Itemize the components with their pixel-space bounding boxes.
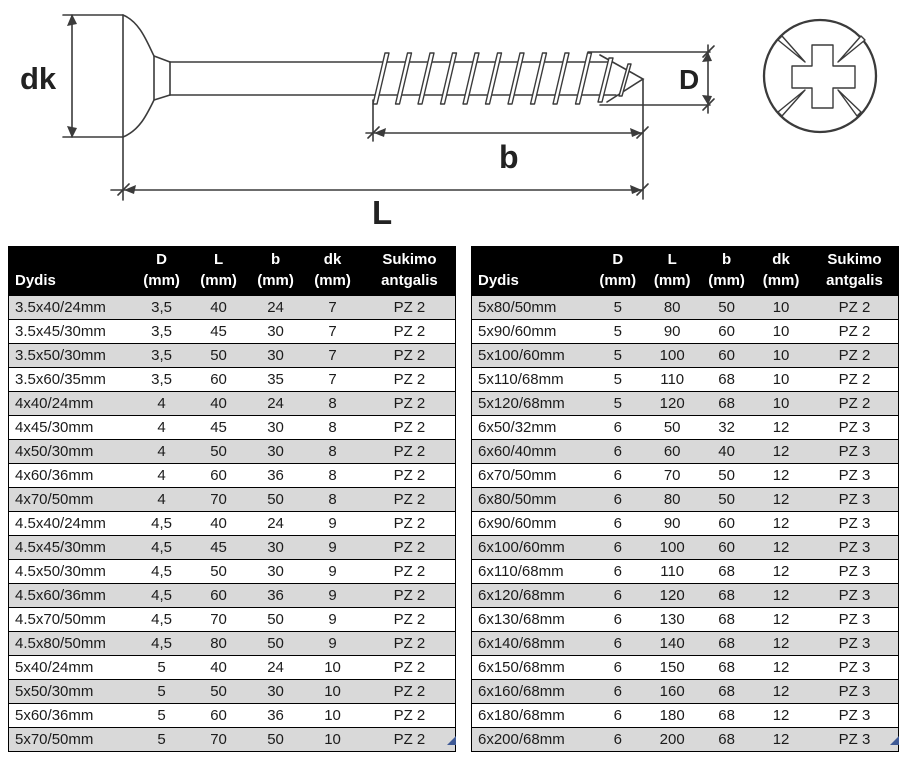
col-header-dydis: Dydis — [9, 247, 136, 296]
table-row — [472, 608, 899, 632]
dk-cell: 12 — [751, 536, 811, 560]
b-cell: 60 — [702, 320, 751, 344]
dk-cell: 12 — [751, 608, 811, 632]
table-row — [472, 440, 899, 464]
table-row — [9, 584, 456, 608]
b-cell: 30 — [250, 440, 301, 464]
b-cell: 68 — [702, 632, 751, 656]
table-row — [9, 608, 456, 632]
b-cell: 50 — [250, 488, 301, 512]
dk-cell: 8 — [301, 488, 364, 512]
table-row — [472, 392, 899, 416]
size-cell: 6x120/68mm — [472, 584, 594, 608]
dk-cell: 12 — [751, 440, 811, 464]
d-cell: 6 — [593, 416, 642, 440]
drive-cell: PZ 2 — [364, 416, 456, 440]
dk-cell: 7 — [301, 344, 364, 368]
d-cell: 5 — [593, 344, 642, 368]
b-dimension — [366, 79, 648, 199]
drive-cell: PZ 3 — [811, 416, 899, 440]
b-cell: 24 — [250, 392, 301, 416]
l-cell: 80 — [187, 632, 250, 656]
table-row — [9, 560, 456, 584]
size-cell: 6x70/50mm — [472, 464, 594, 488]
drive-cell: PZ 3 — [811, 608, 899, 632]
dk-cell: 12 — [751, 416, 811, 440]
drive-cell: PZ 3 — [811, 728, 899, 752]
dk-cell: 10 — [751, 344, 811, 368]
size-cell: 4.5x50/30mm — [9, 560, 136, 584]
drive-cell: PZ 3 — [811, 680, 899, 704]
drive-cell: PZ 3 — [811, 488, 899, 512]
table-row — [9, 536, 456, 560]
b-cell: 50 — [250, 608, 301, 632]
drive-cell: PZ 2 — [364, 584, 456, 608]
header-row — [9, 247, 456, 296]
dk-cell: 9 — [301, 608, 364, 632]
d-cell: 6 — [593, 656, 642, 680]
dk-cell: 10 — [301, 728, 364, 752]
size-cell: 5x120/68mm — [472, 392, 594, 416]
excel-corner-handle — [447, 736, 456, 745]
b-cell: 30 — [250, 320, 301, 344]
b-cell: 50 — [702, 464, 751, 488]
dk-cell: 10 — [301, 680, 364, 704]
d-cell: 3,5 — [136, 344, 187, 368]
table-row — [472, 488, 899, 512]
b-cell: 60 — [702, 344, 751, 368]
d-cell: 5 — [136, 680, 187, 704]
size-cell: 6x160/68mm — [472, 680, 594, 704]
d-cell: 5 — [593, 368, 642, 392]
size-cell: 6x130/68mm — [472, 608, 594, 632]
dk-cell: 8 — [301, 464, 364, 488]
size-cell: 6x110/68mm — [472, 560, 594, 584]
drive-cell: PZ 3 — [811, 464, 899, 488]
d-cell: 4,5 — [136, 608, 187, 632]
dk-cell: 8 — [301, 416, 364, 440]
dk-cell: 10 — [751, 392, 811, 416]
b-cell: 68 — [702, 608, 751, 632]
header-row — [472, 247, 899, 296]
dk-cell: 9 — [301, 512, 364, 536]
dk-cell: 12 — [751, 632, 811, 656]
b-cell: 50 — [250, 632, 301, 656]
size-cell: 6x150/68mm — [472, 656, 594, 680]
drive-cell: PZ 2 — [811, 368, 899, 392]
drive-cell: PZ 2 — [364, 560, 456, 584]
screw-technical-drawing — [0, 0, 907, 242]
col-header-dk: dk (mm) — [751, 247, 811, 296]
l-cell: 130 — [642, 608, 702, 632]
d-cell: 4 — [136, 440, 187, 464]
drive-cell: PZ 2 — [364, 344, 456, 368]
l-cell: 160 — [642, 680, 702, 704]
spec-table-right — [471, 246, 899, 752]
l-cell: 45 — [187, 536, 250, 560]
b-cell: 60 — [702, 512, 751, 536]
size-cell: 5x70/50mm — [9, 728, 136, 752]
b-cell: 24 — [250, 512, 301, 536]
l-cell: 80 — [642, 488, 702, 512]
table-row — [472, 584, 899, 608]
dk-cell: 12 — [751, 680, 811, 704]
l-cell: 60 — [187, 584, 250, 608]
l-cell: 90 — [642, 320, 702, 344]
b-cell: 68 — [702, 560, 751, 584]
b-cell: 50 — [702, 296, 751, 320]
b-cell: 68 — [702, 656, 751, 680]
b-cell: 68 — [702, 728, 751, 752]
d-cell: 4 — [136, 392, 187, 416]
l-cell: 90 — [642, 512, 702, 536]
size-cell: 6x200/68mm — [472, 728, 594, 752]
table-row — [9, 512, 456, 536]
l-cell: 45 — [187, 416, 250, 440]
drive-cell: PZ 2 — [811, 296, 899, 320]
b-cell: 68 — [702, 680, 751, 704]
drive-cell: PZ 2 — [811, 344, 899, 368]
b-cell: 30 — [250, 536, 301, 560]
l-cell: 140 — [642, 632, 702, 656]
dk-cell: 12 — [751, 584, 811, 608]
d-cell: 3,5 — [136, 296, 187, 320]
size-cell: 4.5x60/36mm — [9, 584, 136, 608]
dk-cell: 10 — [751, 320, 811, 344]
col-header-b: b (mm) — [702, 247, 751, 296]
l-cell: 180 — [642, 704, 702, 728]
drive-cell: PZ 3 — [811, 584, 899, 608]
size-cell: 3.5x50/30mm — [9, 344, 136, 368]
drive-cell: PZ 3 — [811, 512, 899, 536]
l-cell: 70 — [187, 608, 250, 632]
d-cell: 6 — [593, 728, 642, 752]
table-row — [472, 728, 899, 752]
d-cell: 5 — [593, 296, 642, 320]
b-cell: 30 — [250, 680, 301, 704]
b-cell: 36 — [250, 584, 301, 608]
d-cell: 5 — [593, 320, 642, 344]
d-cell: 6 — [593, 440, 642, 464]
table-row — [9, 656, 456, 680]
table-row — [472, 368, 899, 392]
l-cell: 80 — [642, 296, 702, 320]
dk-cell: 10 — [301, 704, 364, 728]
table-row — [9, 344, 456, 368]
l-cell: 40 — [187, 656, 250, 680]
col-header-d: D (mm) — [593, 247, 642, 296]
l-cell: 70 — [642, 464, 702, 488]
table-row — [472, 536, 899, 560]
col-header-sukimo: Sukimo antgalis — [811, 247, 899, 296]
drive-cell: PZ 2 — [364, 656, 456, 680]
table-row — [9, 440, 456, 464]
b-cell: 35 — [250, 368, 301, 392]
l-cell: 110 — [642, 560, 702, 584]
drive-cell: PZ 2 — [364, 488, 456, 512]
drive-cell: PZ 2 — [364, 608, 456, 632]
size-cell: 4.5x45/30mm — [9, 536, 136, 560]
d-cell: 6 — [593, 464, 642, 488]
col-header-dk: dk (mm) — [301, 247, 364, 296]
dk-cell: 12 — [751, 464, 811, 488]
drive-cell: PZ 2 — [364, 728, 456, 752]
d-cell: 5 — [136, 728, 187, 752]
drive-cell: PZ 2 — [811, 392, 899, 416]
table-row — [9, 464, 456, 488]
table-row — [472, 560, 899, 584]
dk-cell: 12 — [751, 728, 811, 752]
l-cell: 100 — [642, 344, 702, 368]
dk-cell: 10 — [301, 656, 364, 680]
l-cell: 70 — [187, 488, 250, 512]
dk-cell: 7 — [301, 320, 364, 344]
dk-cell: 12 — [751, 560, 811, 584]
drive-cell: PZ 3 — [811, 704, 899, 728]
pozidriv-head-icon — [764, 20, 876, 132]
d-cell: 4 — [136, 464, 187, 488]
dk-cell: 7 — [301, 368, 364, 392]
l-dimension — [111, 137, 648, 231]
table-row — [9, 416, 456, 440]
b-cell: 60 — [702, 536, 751, 560]
size-cell: 6x90/60mm — [472, 512, 594, 536]
l-cell: 120 — [642, 392, 702, 416]
l-cell: 40 — [187, 296, 250, 320]
dk-cell: 9 — [301, 584, 364, 608]
d-label: D — [679, 64, 700, 95]
drive-cell: PZ 3 — [811, 560, 899, 584]
l-cell: 70 — [187, 728, 250, 752]
size-cell: 6x140/68mm — [472, 632, 594, 656]
dk-cell: 10 — [751, 368, 811, 392]
b-cell: 68 — [702, 704, 751, 728]
l-cell: 50 — [187, 680, 250, 704]
size-cell: 6x50/32mm — [472, 416, 594, 440]
size-cell: 6x80/50mm — [472, 488, 594, 512]
size-cell: 5x100/60mm — [472, 344, 594, 368]
size-cell: 5x80/50mm — [472, 296, 594, 320]
dk-label: dk — [20, 61, 57, 96]
d-cell: 6 — [593, 608, 642, 632]
dk-dimension — [20, 14, 123, 138]
size-cell: 3.5x40/24mm — [9, 296, 136, 320]
table-row — [9, 680, 456, 704]
size-cell: 6x60/40mm — [472, 440, 594, 464]
b-label: b — [499, 139, 519, 175]
table-row — [9, 728, 456, 752]
size-cell: 4.5x80/50mm — [9, 632, 136, 656]
d-cell: 6 — [593, 536, 642, 560]
dk-cell: 12 — [751, 656, 811, 680]
l-cell: 60 — [642, 440, 702, 464]
size-cell: 5x110/68mm — [472, 368, 594, 392]
excel-corner-handle — [890, 736, 899, 745]
size-cell: 6x100/60mm — [472, 536, 594, 560]
b-cell: 68 — [702, 584, 751, 608]
size-cell: 5x90/60mm — [472, 320, 594, 344]
screw-side-view — [123, 15, 643, 137]
col-header-l: L (mm) — [187, 247, 250, 296]
drive-cell: PZ 2 — [364, 320, 456, 344]
l-cell: 110 — [642, 368, 702, 392]
col-header-l: L (mm) — [642, 247, 702, 296]
table-row — [472, 704, 899, 728]
l-cell: 45 — [187, 320, 250, 344]
size-cell: 4x40/24mm — [9, 392, 136, 416]
dk-cell: 9 — [301, 536, 364, 560]
drive-cell: PZ 2 — [364, 368, 456, 392]
d-cell: 6 — [593, 704, 642, 728]
drive-cell: PZ 3 — [811, 656, 899, 680]
dk-cell: 9 — [301, 560, 364, 584]
d-cell: 6 — [593, 488, 642, 512]
drive-cell: PZ 2 — [811, 320, 899, 344]
spec-table-left — [8, 246, 456, 752]
drive-cell: PZ 2 — [364, 704, 456, 728]
size-cell: 4.5x70/50mm — [9, 608, 136, 632]
d-cell: 4,5 — [136, 512, 187, 536]
b-cell: 32 — [702, 416, 751, 440]
thread-crests — [373, 53, 631, 104]
l-label: L — [372, 194, 393, 231]
drive-cell: PZ 2 — [364, 392, 456, 416]
table-row — [472, 344, 899, 368]
l-cell: 50 — [642, 416, 702, 440]
drive-cell: PZ 2 — [364, 536, 456, 560]
d-cell: 5 — [136, 704, 187, 728]
d-cell: 6 — [593, 584, 642, 608]
l-cell: 40 — [187, 392, 250, 416]
l-cell: 200 — [642, 728, 702, 752]
b-cell: 24 — [250, 656, 301, 680]
table-row — [9, 704, 456, 728]
l-cell: 60 — [187, 464, 250, 488]
l-cell: 60 — [187, 368, 250, 392]
size-cell: 5x40/24mm — [9, 656, 136, 680]
b-cell: 24 — [250, 296, 301, 320]
l-cell: 50 — [187, 440, 250, 464]
drive-cell: PZ 2 — [364, 296, 456, 320]
b-cell: 30 — [250, 560, 301, 584]
drive-cell: PZ 3 — [811, 632, 899, 656]
l-cell: 150 — [642, 656, 702, 680]
dk-cell: 9 — [301, 632, 364, 656]
d-cell: 4 — [136, 416, 187, 440]
table-row — [9, 296, 456, 320]
l-cell: 100 — [642, 536, 702, 560]
dk-cell: 10 — [751, 296, 811, 320]
table-row — [9, 392, 456, 416]
dk-cell: 8 — [301, 440, 364, 464]
l-cell: 50 — [187, 560, 250, 584]
size-cell: 4x45/30mm — [9, 416, 136, 440]
d-cell: 4,5 — [136, 560, 187, 584]
l-cell: 50 — [187, 344, 250, 368]
d-cell: 3,5 — [136, 368, 187, 392]
d-cell: 6 — [593, 680, 642, 704]
l-cell: 60 — [187, 704, 250, 728]
size-cell: 5x50/30mm — [9, 680, 136, 704]
d-cell: 4 — [136, 488, 187, 512]
col-header-d: D (mm) — [136, 247, 187, 296]
size-cell: 4x50/30mm — [9, 440, 136, 464]
drive-cell: PZ 3 — [811, 536, 899, 560]
table-row — [9, 488, 456, 512]
d-cell: 6 — [593, 632, 642, 656]
table-row — [472, 416, 899, 440]
b-cell: 36 — [250, 704, 301, 728]
table-row — [472, 512, 899, 536]
l-cell: 120 — [642, 584, 702, 608]
drive-cell: PZ 2 — [364, 632, 456, 656]
b-cell: 68 — [702, 392, 751, 416]
dk-cell: 8 — [301, 392, 364, 416]
drive-cell: PZ 2 — [364, 512, 456, 536]
dk-cell: 12 — [751, 704, 811, 728]
d-cell: 6 — [593, 512, 642, 536]
col-header-dydis: Dydis — [472, 247, 594, 296]
table-row — [9, 632, 456, 656]
d-cell: 6 — [593, 560, 642, 584]
col-header-sukimo: Sukimo antgalis — [364, 247, 456, 296]
b-cell: 68 — [702, 368, 751, 392]
b-cell: 50 — [702, 488, 751, 512]
size-cell: 3.5x60/35mm — [9, 368, 136, 392]
table-row — [472, 656, 899, 680]
b-cell: 40 — [702, 440, 751, 464]
dk-cell: 12 — [751, 512, 811, 536]
d-cell: 3,5 — [136, 320, 187, 344]
b-cell: 36 — [250, 464, 301, 488]
d-cell: 4,5 — [136, 584, 187, 608]
b-cell: 30 — [250, 416, 301, 440]
d-cell: 4,5 — [136, 536, 187, 560]
size-cell: 6x180/68mm — [472, 704, 594, 728]
size-cell: 5x60/36mm — [9, 704, 136, 728]
drive-cell: PZ 2 — [364, 464, 456, 488]
table-row — [472, 464, 899, 488]
col-header-b: b (mm) — [250, 247, 301, 296]
drive-cell: PZ 3 — [811, 440, 899, 464]
size-cell: 4.5x40/24mm — [9, 512, 136, 536]
b-cell: 50 — [250, 728, 301, 752]
table-row — [472, 296, 899, 320]
table-row — [472, 680, 899, 704]
d-cell: 5 — [593, 392, 642, 416]
size-cell: 3.5x45/30mm — [9, 320, 136, 344]
d-cell: 5 — [136, 656, 187, 680]
l-cell: 40 — [187, 512, 250, 536]
dk-cell: 7 — [301, 296, 364, 320]
drive-cell: PZ 2 — [364, 680, 456, 704]
dk-cell: 12 — [751, 488, 811, 512]
d-cell: 4,5 — [136, 632, 187, 656]
size-cell: 4x70/50mm — [9, 488, 136, 512]
table-row — [472, 632, 899, 656]
table-row — [9, 320, 456, 344]
b-cell: 30 — [250, 344, 301, 368]
table-row — [472, 320, 899, 344]
drive-cell: PZ 2 — [364, 440, 456, 464]
size-cell: 4x60/36mm — [9, 464, 136, 488]
table-row — [9, 368, 456, 392]
